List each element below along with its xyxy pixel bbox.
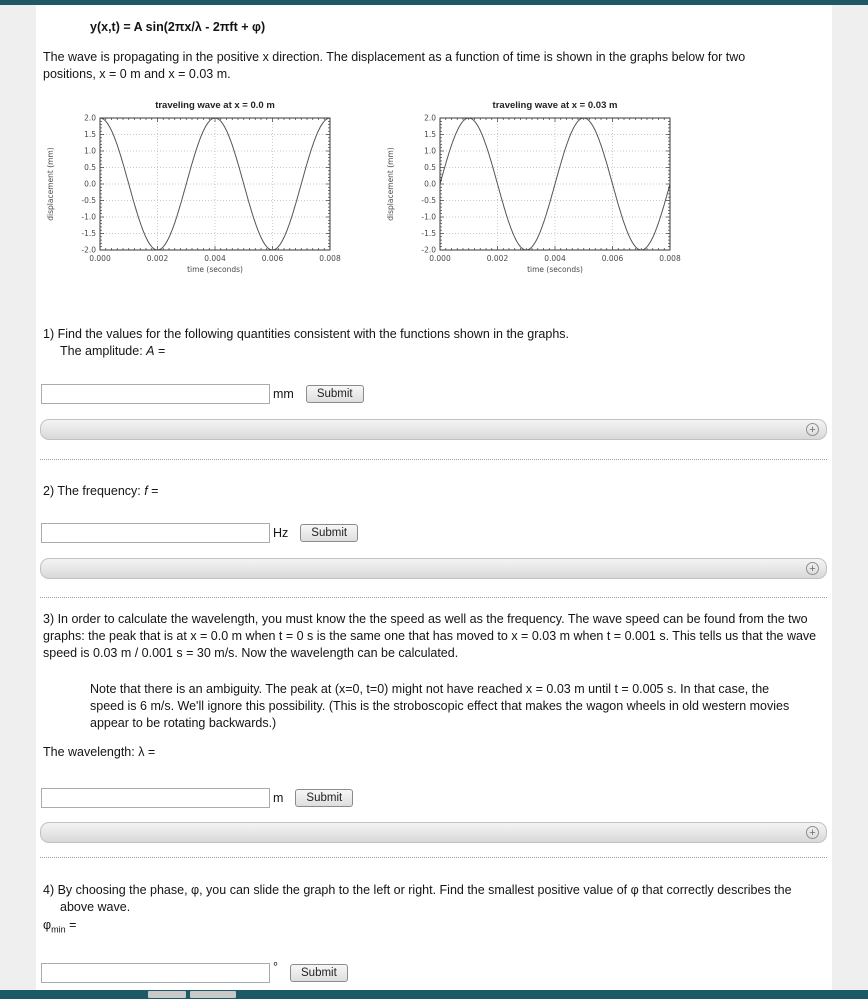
svg-text:-0.5: -0.5 [81, 196, 96, 205]
svg-text:0.006: 0.006 [261, 254, 284, 263]
svg-text:-2.0: -2.0 [421, 245, 436, 255]
svg-text:0.0: 0.0 [84, 179, 96, 189]
frequency-unit-label: Hz [273, 526, 289, 540]
phase-input[interactable] [41, 963, 270, 983]
equals-sign: = [154, 344, 166, 358]
equals-sign: = [144, 745, 156, 759]
svg-text:-1.0: -1.0 [81, 212, 96, 222]
answer-row-frequency [41, 523, 358, 543]
svg-text:0.5: 0.5 [84, 163, 96, 172]
chart-x003 [382, 100, 682, 280]
svg-text:-1.5: -1.5 [421, 229, 436, 238]
expand-plus-icon[interactable]: + [806, 826, 819, 839]
question-3-note: Note that there is an ambiguity. The peak at (x=0, t=0) might not have reached x = 0.03 m until t = 0.005 s. In that case, the speed is 6 m/s. We'll ignore this possibility. (This is the stroboscopic effect that makes the wagon wheels in old western movies appear to be rotating backwards.) [90, 682, 790, 730]
svg-text:displacement (mm): displacement (mm) [46, 147, 55, 221]
feedback-bar-q1[interactable] [40, 419, 827, 440]
svg-text:0.0: 0.0 [424, 179, 436, 189]
chart-plot-x0 [42, 114, 342, 280]
page-right-margin [832, 5, 868, 990]
taskbar [0, 990, 868, 999]
phase-variable-subscript: min [51, 924, 66, 935]
svg-text:1.0: 1.0 [424, 146, 436, 156]
svg-text:time (seconds): time (seconds) [187, 265, 243, 274]
svg-text:1.0: 1.0 [84, 146, 96, 156]
svg-text:0.004: 0.004 [204, 254, 226, 263]
frequency-label: 2) The frequency: [43, 484, 145, 498]
answer-row-phase [41, 960, 348, 983]
answer-row-wavelength [41, 788, 353, 808]
svg-text:-1.0: -1.0 [421, 212, 436, 222]
question-1 [43, 326, 831, 360]
phase-submit-button[interactable]: Submit [290, 964, 348, 982]
question-2 [43, 483, 831, 500]
window-top-edge [0, 0, 868, 5]
svg-text:0.002: 0.002 [486, 254, 509, 263]
svg-text:1.5: 1.5 [84, 130, 96, 139]
expand-plus-icon[interactable]: + [806, 562, 819, 575]
section-divider [40, 597, 827, 598]
amplitude-submit-button[interactable]: Submit [306, 385, 364, 403]
section-divider [40, 857, 827, 858]
svg-text:0.000: 0.000 [89, 254, 111, 263]
wavelength-variable: λ [138, 745, 145, 759]
question-4-subprompt [43, 917, 343, 939]
question-1-prompt: 1) Find the values for the following quantities consistent with the functions shown in the graphs. [43, 327, 569, 341]
svg-text:2.0: 2.0 [424, 114, 436, 123]
svg-text:-2.0: -2.0 [81, 245, 96, 255]
taskbar-button[interactable] [190, 991, 236, 998]
chart-plot-x003 [382, 114, 682, 280]
wavelength-submit-button[interactable]: Submit [295, 789, 353, 807]
question-3-paragraph: 3) In order to calculate the wavelength, you must know the the speed as well as the frequency. The wave speed can be found from the two graphs: the peak that is at x = 0.0 m when t = 0 s is the same one that has moved to x = 0.03 m when t = 0.001 s. This tells us that the wave speed is 0.03 m / 0.001 s = 30 m/s. Now the wavelength can be calculated. [43, 612, 817, 660]
frequency-submit-button[interactable]: Submit [300, 524, 358, 542]
svg-text:2.0: 2.0 [84, 114, 96, 123]
svg-text:0.5: 0.5 [424, 163, 436, 172]
svg-text:-1.5: -1.5 [81, 229, 96, 238]
svg-text:0.004: 0.004 [544, 254, 566, 263]
svg-text:0.002: 0.002 [146, 254, 169, 263]
section-divider [40, 459, 827, 460]
svg-text:displacement (mm): displacement (mm) [386, 147, 395, 221]
svg-text:0.006: 0.006 [601, 254, 624, 263]
svg-text:0.000: 0.000 [429, 254, 451, 263]
wavelength-label: The wavelength: [43, 745, 139, 759]
amplitude-input[interactable] [41, 384, 270, 404]
question-4-paragraph: 4) By choosing the phase, φ, you can slide the graph to the left or right. Find the smallest positive value of φ that correctly describes the above wave. [43, 883, 792, 914]
expand-plus-icon[interactable]: + [806, 423, 819, 436]
svg-text:0.008: 0.008 [319, 254, 341, 263]
question-1-subprompt [43, 343, 831, 360]
taskbar-button[interactable] [148, 991, 186, 998]
wavelength-unit-label: m [273, 791, 284, 805]
answer-row-amplitude [41, 384, 364, 404]
phase-variable: φ [43, 918, 52, 932]
chart-x0 [42, 100, 342, 280]
wavelength-input[interactable] [41, 788, 270, 808]
phase-unit-label: ° [273, 960, 278, 974]
amplitude-label: The amplitude: [60, 344, 147, 358]
svg-text:0.008: 0.008 [659, 254, 681, 263]
svg-text:-0.5: -0.5 [421, 196, 436, 205]
wave-equation: y(x,t) = A sin(2πx/λ - 2πft + φ) [90, 20, 266, 34]
chart-title: traveling wave at x = 0.03 m [492, 100, 618, 111]
feedback-bar-q3[interactable] [40, 822, 827, 843]
amplitude-unit-label: mm [273, 387, 294, 401]
equals-sign: = [147, 484, 159, 498]
amplitude-variable: A [146, 344, 155, 358]
intro-text: The wave is propagating in the positive x direction. The displacement as a function of time is shown in the graphs below for two positions, x = 0 m and x = 0.03 m. [43, 50, 746, 81]
svg-text:time (seconds): time (seconds) [527, 265, 583, 274]
equals-sign: = [65, 918, 77, 932]
page-left-margin [0, 5, 36, 990]
question-3-subprompt [43, 744, 543, 761]
chart-title: traveling wave at x = 0.0 m [155, 100, 275, 111]
frequency-variable: f [144, 484, 148, 498]
frequency-input[interactable] [41, 523, 270, 543]
svg-text:1.5: 1.5 [424, 130, 436, 139]
feedback-bar-q2[interactable] [40, 558, 827, 579]
